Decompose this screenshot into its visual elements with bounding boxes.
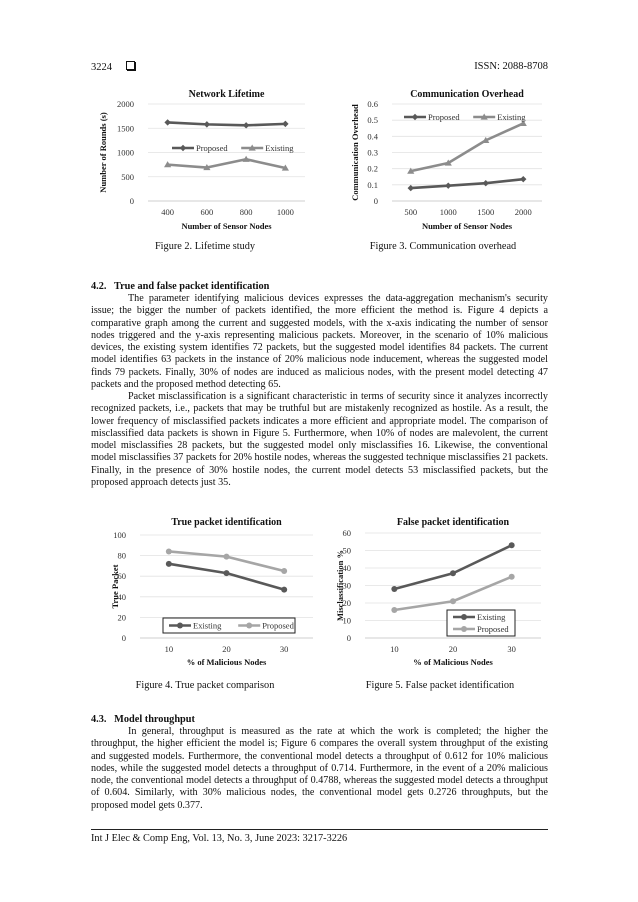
y-tick-label: 0.2 [367, 163, 378, 174]
data-point-proposed [509, 574, 515, 580]
y-tick-label: 50 [342, 545, 351, 556]
legend-label: Proposed [477, 624, 509, 634]
section-heading-4-2: 4.2. True and false packet identification [91, 281, 270, 292]
section-4-3-body [91, 726, 548, 812]
x-axis-label: Number of Sensor Nodes [181, 221, 272, 231]
series-line-proposed [394, 577, 511, 610]
y-tick-label: 100 [113, 530, 126, 540]
y-tick-label: 60 [117, 571, 126, 582]
paragraph: The parameter identifying malicious devices expresses the data-aggregation mechanism's security issue; the bigger the number of packets identified, the more efficient the method is. Figure 4 depicts a comparative graph among the current and suggested models, with the x-axis indicating the number of sensor nodes triggered and the y-axis representing malicious packets. Moreover, in the scenario of 10% malicious devices, the existing system identifies 72 packets, but the suggested model identifies 84 packets. The current model identifies 63 packets in the instance of 20% malicious node inducement, whereas the suggested model finds 79 packets. Finally, 30% of nodes are induced as malicious nodes, with the present model detecting 47 packets and the proposed method detecting 65. [91, 293, 548, 390]
y-tick-label: 20 [117, 612, 126, 623]
y-tick-label: 0.1 [367, 179, 378, 190]
y-tick-label: 500 [121, 171, 134, 182]
x-axis-label: % of Malicious Nodes [186, 657, 267, 667]
legend-label: Proposed [428, 112, 460, 122]
y-tick-label: 40 [117, 591, 126, 602]
y-tick-label: 0 [121, 633, 126, 643]
y-tick-label: 30 [342, 580, 351, 591]
legend-label: Existing [477, 612, 506, 622]
y-axis-label: True Packet [110, 564, 120, 609]
y-tick-label: 1500 [117, 123, 134, 134]
legend-label: Existing [497, 112, 526, 122]
figure-4-caption: Figure 4. True packet comparison [135, 680, 275, 691]
y-axis-label: Communication Overhead [350, 104, 360, 201]
x-tick-label: 20 [222, 644, 231, 654]
data-point-proposed [450, 598, 456, 604]
x-tick-label: 1500 [477, 207, 495, 217]
x-tick-label: 10 [164, 644, 174, 654]
x-tick-label: 800 [239, 207, 253, 217]
legend-label: Proposed [196, 143, 228, 153]
y-tick-label: 2000 [117, 99, 134, 109]
x-tick-label: 10 [390, 644, 399, 654]
issn: ISSN: 2088-8708 [474, 61, 548, 72]
y-tick-label: 20 [342, 598, 351, 608]
data-point-existing [391, 586, 397, 592]
chart-title: Network Lifetime [188, 89, 265, 100]
y-tick-label: 0.5 [367, 115, 378, 126]
paragraph: Packet misclassification is a significant characteristic in terms of security since it analyzes incorrectly recognized packets, i.e., packets that may be truthful but are mistakenly recognized as hostile. As a result, the lower frequency of misclassified packets indicates a more efficient and appropriate model. The comparison of misclassified data packets is shown in Figure 5. Furthermore, when 10% of nodes are malevolent, the current model misclassifies 28 packets, but the suggested model only misclassifies 16. Likewise, the conventional model misclassifies 37 packets for 20% hostile nodes, whereas the suggested technique misclassifies 21 packets. Finally, in the presence of 30% hostile nodes, the current model detects 53 misclassified packets, but the proposed approach detects just 35. [91, 391, 548, 488]
legend-label: Existing [193, 620, 222, 631]
y-tick-label: 0.3 [367, 147, 378, 158]
series-line-existing [394, 545, 511, 589]
y-axis-label: Misclassification % [335, 549, 345, 622]
y-tick-label: 0 [129, 196, 134, 206]
section-4-2-body [91, 293, 548, 489]
chart-title: True packet identification [171, 517, 282, 528]
y-tick-label: 60 [342, 528, 351, 538]
y-axis-label: Number of Rounds (s) [98, 112, 108, 193]
data-point-existing [450, 570, 456, 576]
legend-label: Existing [265, 143, 294, 153]
x-tick-label: 1000 [276, 207, 294, 217]
x-tick-label: 2000 [514, 207, 532, 217]
legend-label: Proposed [262, 620, 294, 631]
data-point-existing [509, 542, 515, 548]
y-tick-label: 0.6 [367, 99, 378, 109]
y-tick-label: 0 [346, 633, 351, 643]
section-heading-4-3: 4.3. Model throughput [91, 714, 195, 725]
y-tick-label: 0 [373, 196, 378, 206]
y-tick-label: 0.4 [367, 131, 378, 142]
footer-citation: Int J Elec & Comp Eng, Vol. 13, No. 3, June 2023: 3217-3226 [91, 833, 348, 844]
y-tick-label: 1000 [117, 147, 134, 158]
x-axis-label: % of Malicious Nodes [413, 657, 493, 667]
x-axis-label: Number of Sensor Nodes [421, 221, 513, 231]
chart-title: Communication Overhead [410, 89, 524, 100]
paragraph: In general, throughput is measured as the rate at which the work is completed; the higher the throughput, the higher efficient the model is; Figure 6 compares the overall system throughput of the existing and suggested models. Furthermore, the conventional model detects a throughput of 0.612 for 10% malicious nodes, while the suggested model detects a throughput of 0.714. Furthermore, in the event of a 20% malicious node, the conventional model detects a throughput of 0.4788, whereas the suggested model detects a throughput of 0.604. Similarly, with 30% malicious nodes, the conventional model gets 0.2726 throughputs, but the proposed model gets 0.377. [91, 726, 548, 811]
y-tick-label: 80 [117, 550, 126, 561]
x-tick-label: 30 [507, 644, 516, 654]
page-number-text: 3224 [91, 62, 112, 73]
x-tick-label: 400 [161, 207, 174, 217]
legend-marker [461, 626, 467, 632]
x-tick-label: 30 [279, 644, 289, 654]
figure-2-caption: Figure 2. Lifetime study [154, 241, 256, 252]
x-tick-label: 1000 [439, 207, 457, 217]
x-tick-label: 600 [200, 207, 214, 217]
footer-rule [91, 829, 548, 830]
figure-5-caption: Figure 5. False packet identification [365, 680, 515, 691]
y-tick-label: 40 [342, 563, 351, 573]
x-tick-label: 500 [404, 207, 418, 217]
figure-3-caption: Figure 3. Communication overhead [369, 241, 517, 252]
x-tick-label: 20 [448, 644, 458, 654]
y-tick-label: 10 [342, 615, 351, 626]
data-point-proposed [391, 607, 397, 613]
legend-marker [461, 614, 467, 620]
chart-title: False packet identification [396, 517, 510, 528]
